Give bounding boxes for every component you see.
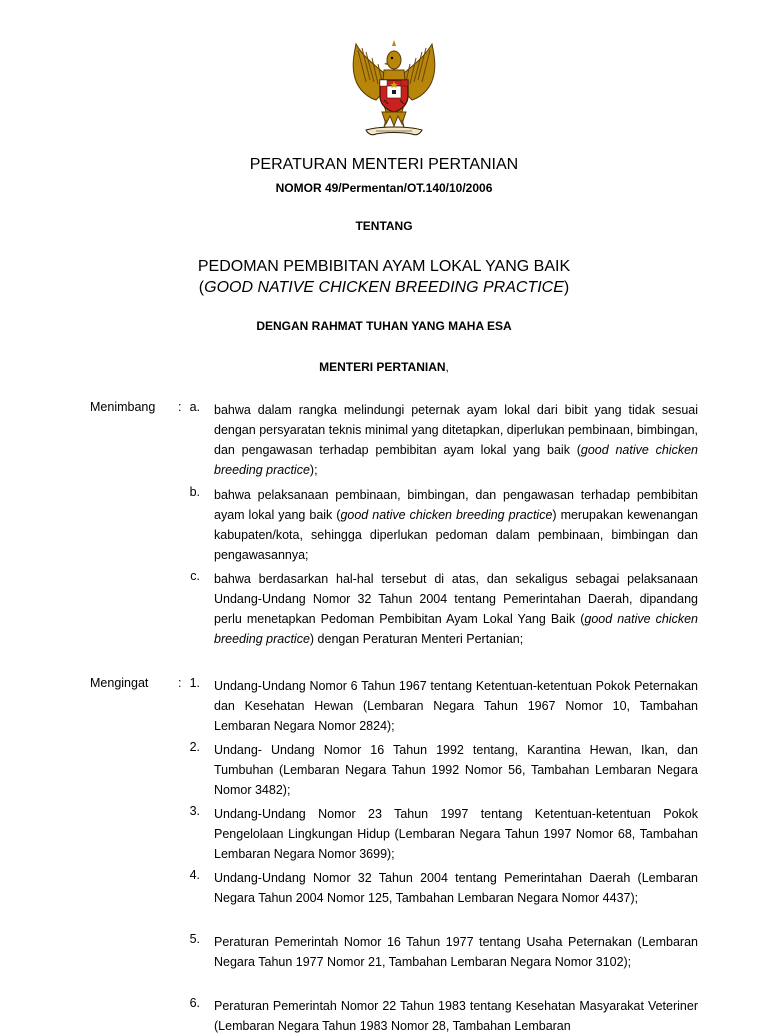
subject-line-1: PEDOMAN PEMBIBITAN AYAM LOKAL YANG BAIK bbox=[197, 258, 571, 275]
item-text bbox=[214, 485, 698, 565]
item-marker: 5. bbox=[189, 932, 200, 946]
minister-line bbox=[0, 360, 768, 374]
recalling-label: Mengingat bbox=[90, 676, 149, 690]
considering-label: Menimbang bbox=[90, 400, 156, 414]
item-text: Peraturan Pemerintah Nomor 16 Tahun 1977 tentang Usaha Peternakan (Lembaran Negara Tahun 1977 Nomor 21, Tambahan Lembaran Negara Nomor 3102); bbox=[214, 935, 698, 969]
item-text-part: bahwa pelaksanaan pembinaan, bimbingan, dan pengawasan terhadap pembibitan ayam lokal yang baik ( bbox=[214, 488, 698, 522]
item-text: Peraturan Pemerintah Nomor 22 Tahun 1983 tentang Kesehatan Masyarakat Veteriner (Lembaran Negara Tahun 1983 Nomor 28, Tambahan Lembaran bbox=[214, 999, 698, 1033]
item-text: Undang-Undang Nomor 32 Tahun 2004 tentang Pemerintahan Daerah (Lembaran Negara Tahun 2004 Nomor 125, Tambahan Lembaran Negara Nomor 4437); bbox=[214, 871, 698, 905]
item-marker: 1. bbox=[189, 676, 200, 690]
garuda-emblem bbox=[346, 38, 442, 140]
item-text-part: ); bbox=[309, 463, 318, 477]
item-text-part: ) dengan Peraturan Menteri Pertanian; bbox=[309, 632, 524, 646]
recalling-colon: : bbox=[178, 676, 182, 690]
item-marker: c. bbox=[190, 569, 200, 583]
item-text bbox=[214, 400, 698, 480]
item-text bbox=[214, 569, 698, 649]
item-text: Undang-Undang Nomor 23 Tahun 1997 tentang Ketentuan-ketentuan Pokok Pengelolaan Lingkungan Hidup (Lembaran Negara Tahun 1997 Nomor 68, Tambahan Lembaran Negara Nomor 3699); bbox=[214, 807, 698, 861]
minister-title: MENTERI PERTANIAN bbox=[319, 360, 446, 374]
item-text-italic: good native chicken breeding practice bbox=[214, 443, 698, 477]
subject-line-2 bbox=[0, 277, 768, 298]
item-text-italic: good native chicken breeding practice bbox=[214, 612, 698, 646]
item-text-italic: good native chicken breeding practice bbox=[340, 508, 553, 522]
item-text-part: ) merupakan kewenangan kabupaten/kota, sehingga diperlukan pedoman dalam pembinaan, bimbingan dan pengawasannya; bbox=[214, 508, 698, 562]
item-text: Undang- Undang Nomor 16 Tahun 1992 tentang, Karantina Hewan, Ikan, dan Tumbuhan (Lembaran Negara Tahun 1992 Nomor 56, Tambahan Lembaran Negara Nomor 3482); bbox=[214, 743, 698, 797]
item-text-part: bahwa dalam rangka melindungi peternak ayam lokal dari bibit yang tidak sesuai dengan persyaratan teknis minimal yang ditetapkan, diperlukan pembinaan, bimbingan, dan pengawasan terhadap pembibitan ayam lokal yang baik ( bbox=[214, 403, 698, 457]
minister-comma: , bbox=[445, 360, 449, 374]
subject-english: GOOD NATIVE CHICKEN BREEDING PRACTICE bbox=[204, 279, 564, 296]
item-marker: a. bbox=[189, 400, 200, 414]
item-text-part: bahwa berdasarkan hal-hal tersebut di atas, dan sekaligus sebagai pelaksanaan Undang-Undang Nomor 32 Tahun 2004 tentang Pemerintahan Daerah, dipandang perlu menetapkan Pedoman Pembibitan Ayam Lokal Yang Baik ( bbox=[214, 572, 698, 626]
regulation-subject bbox=[0, 256, 768, 298]
blessing-line: DENGAN RAHMAT TUHAN YANG MAHA ESA bbox=[256, 319, 512, 333]
item-text: Undang-Undang Nomor 6 Tahun 1967 tentang Ketentuan-ketentuan Pokok Peternakan dan Kesehatan Hewan (Lembaran Negara Tahun 1967 Nomor 10, Tambahan Lembaran Negara Nomor 2824); bbox=[214, 679, 698, 733]
item-marker: 3. bbox=[189, 804, 200, 818]
about-label: TENTANG bbox=[355, 219, 413, 233]
shield bbox=[380, 80, 408, 112]
regulation-title: PERATURAN MENTERI PERTANIAN bbox=[249, 156, 519, 173]
item-marker: b. bbox=[189, 485, 200, 499]
item-marker: 4. bbox=[189, 868, 200, 882]
regulation-number: NOMOR 49/Permentan/OT.140/10/2006 bbox=[275, 181, 493, 195]
subject-paren-close: ) bbox=[563, 279, 570, 296]
item-marker: 2. bbox=[189, 740, 200, 754]
subject-paren-open: ( bbox=[198, 279, 205, 296]
considering-colon: : bbox=[178, 400, 182, 414]
head bbox=[384, 40, 401, 69]
item-marker: 6. bbox=[189, 996, 200, 1010]
